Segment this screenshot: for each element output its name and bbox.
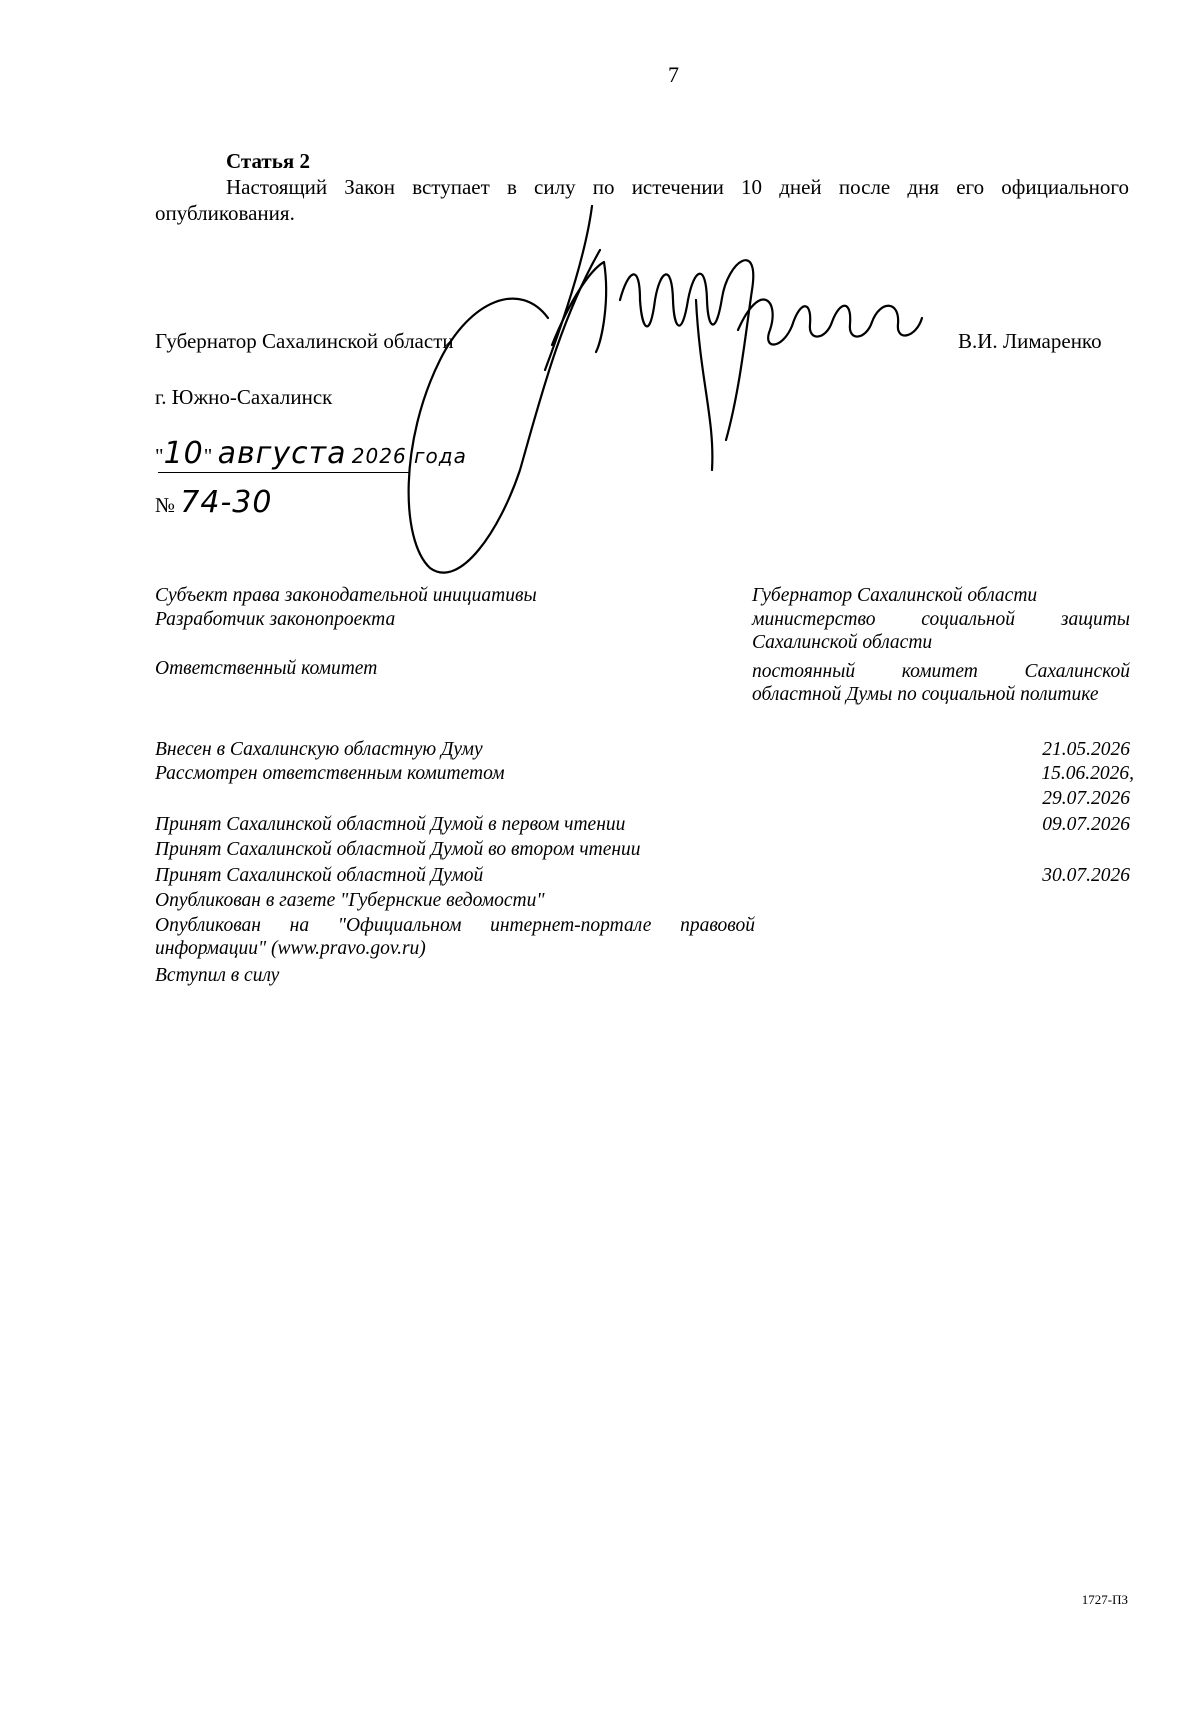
info-adopted-label: Принят Сахалинской областной Думой	[155, 865, 484, 886]
number-value: 74-30	[180, 485, 273, 520]
signing-date	[155, 436, 467, 471]
governor-title: Губернатор Сахалинской области	[155, 329, 454, 353]
article-heading: Статья 2	[226, 149, 310, 173]
date-day: 10	[163, 436, 204, 471]
info-developer-value: министерство социальной защиты Сахалинской области	[752, 609, 1130, 653]
date-quote-open: "	[155, 444, 164, 468]
info-developer-label: Разработчик законопроекта	[155, 609, 396, 630]
governor-name: В.И. Лимаренко	[958, 329, 1102, 353]
info-introduced-label: Внесен в Сахалинскую областную Думу	[155, 739, 483, 760]
info-published-portal-label: Опубликован на "Официальном интернет-портале правовой информации" (www.pravo.gov.ru)	[155, 915, 755, 959]
number-prefix: №	[155, 493, 176, 517]
info-initiative-value: Губернатор Сахалинской области	[752, 585, 1038, 606]
info-first-reading-label: Принят Сахалинской областной Думой в первом чтении	[155, 814, 626, 835]
info-committee-label: Ответственный комитет	[155, 658, 378, 679]
page-number: 7	[668, 62, 679, 87]
info-in-force-label: Вступил в силу	[155, 965, 280, 986]
date-underline	[158, 472, 410, 473]
info-initiative-label: Субъект права законодательной инициативы	[155, 585, 537, 606]
info-adopted-date: 30.07.2026	[1042, 865, 1130, 886]
info-reviewed-label: Рассмотрен ответственным комитетом	[155, 763, 505, 784]
info-committee-value: постоянный комитет Сахалинской областной Думы по социальной политике	[752, 661, 1130, 705]
article-body: Настоящий Закон вступает в силу по истечении 10 дней после дня его официального опубликования.	[155, 175, 1129, 225]
law-number	[155, 485, 273, 520]
footer-code: 1727-ПЗ	[1081, 1592, 1128, 1607]
date-year: 2026 года	[351, 444, 467, 468]
info-reviewed-date-2: 29.07.2026	[1042, 788, 1130, 809]
info-reviewed-date-1: 15.06.2026,	[1041, 763, 1134, 784]
info-published-gazette-label: Опубликован в газете "Губернские ведомости"	[155, 890, 545, 911]
info-introduced-date: 21.05.2026	[1042, 739, 1130, 760]
date-quote-close: "	[203, 444, 218, 468]
info-first-reading-date: 09.07.2026	[1042, 814, 1130, 835]
date-month: августа	[217, 436, 347, 471]
city-line: г. Южно-Сахалинск	[155, 385, 333, 409]
info-second-reading-label: Принят Сахалинской областной Думой во втором чтении	[155, 839, 641, 860]
